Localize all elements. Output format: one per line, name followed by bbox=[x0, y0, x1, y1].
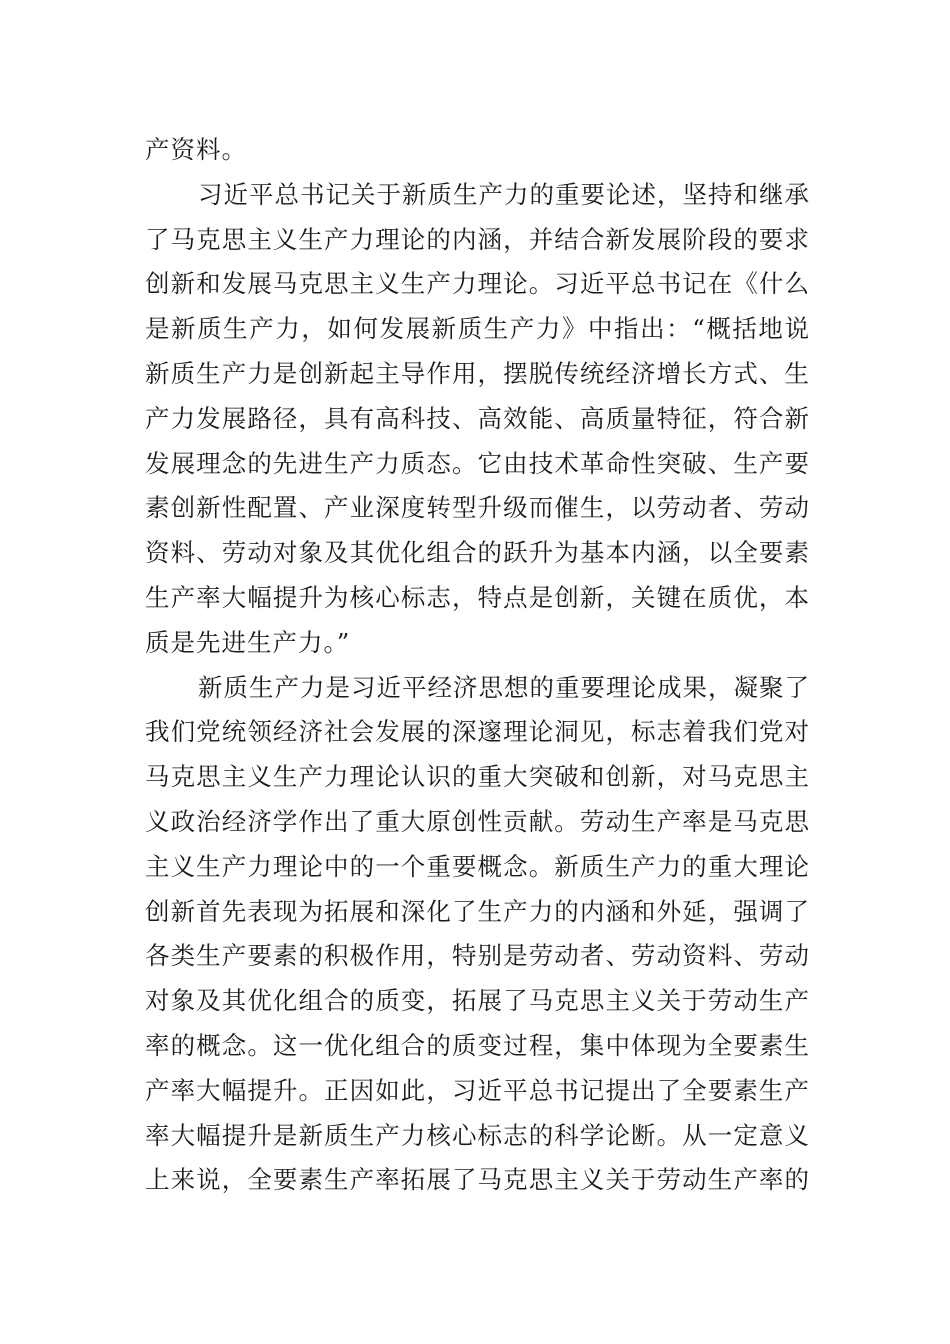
text-line: 各类生产要素的积极作用，特别是劳动者、劳动资料、劳动 bbox=[145, 941, 810, 971]
text-line: 发展理念的先进生产力质态。它由技术革命性突破、生产要 bbox=[145, 448, 810, 478]
text-line: 率大幅提升是新质生产力核心标志的科学论断。从一定意义 bbox=[145, 1120, 810, 1150]
text-line: 我们党统领经济社会发展的深邃理论洞见，标志着我们党对 bbox=[145, 717, 810, 747]
text-line: 资料、劳动对象及其优化组合的跃升为基本内涵，以全要素 bbox=[145, 538, 810, 568]
body-text bbox=[145, 128, 810, 1203]
text-line: 率的概念。这一优化组合的质变过程，集中体现为全要素生 bbox=[145, 1030, 810, 1060]
text-line: 生产率大幅提升为核心标志，特点是创新，关键在质优，本 bbox=[145, 582, 810, 612]
text-line: 是新质生产力，如何发展新质生产力》中指出：“概括地说 bbox=[145, 314, 810, 344]
text-line: 素创新性配置、产业深度转型升级而催生，以劳动者、劳动 bbox=[145, 493, 810, 523]
text-line: 创新和发展马克思主义生产力理论。习近平总书记在《什么 bbox=[145, 269, 810, 299]
text-line: 了马克思主义生产力理论的内涵，并结合新发展阶段的要求 bbox=[145, 224, 810, 254]
text-line: 产率大幅提升。正因如此，习近平总书记提出了全要素生产 bbox=[145, 1075, 810, 1105]
text-line: 主义生产力理论中的一个重要概念。新质生产力的重大理论 bbox=[145, 851, 810, 881]
text-line: 质是先进生产力。” bbox=[145, 627, 351, 657]
text-line: 马克思主义生产力理论认识的重大突破和创新，对马克思主 bbox=[145, 762, 810, 792]
text-line: 新质生产力是创新起主导作用，摆脱传统经济增长方式、生 bbox=[145, 358, 810, 388]
text-line: 义政治经济学作出了重大原创性贡献。劳动生产率是马克思 bbox=[145, 806, 810, 836]
text-line: 上来说，全要素生产率拓展了马克思主义关于劳动生产率的 bbox=[145, 1165, 810, 1195]
text-line: 创新首先表现为拓展和深化了生产力的内涵和外延，强调了 bbox=[145, 896, 810, 926]
text-line: 对象及其优化组合的质变，拓展了马克思主义关于劳动生产 bbox=[145, 986, 810, 1016]
text-line: 新质生产力是习近平经济思想的重要理论成果，凝聚了 bbox=[198, 672, 810, 702]
text-line: 产力发展路径，具有高科技、高效能、高质量特征，符合新 bbox=[145, 403, 810, 433]
text-line: 习近平总书记关于新质生产力的重要论述，坚持和继承 bbox=[198, 179, 810, 209]
text-line: 产资料。 bbox=[145, 135, 247, 164]
